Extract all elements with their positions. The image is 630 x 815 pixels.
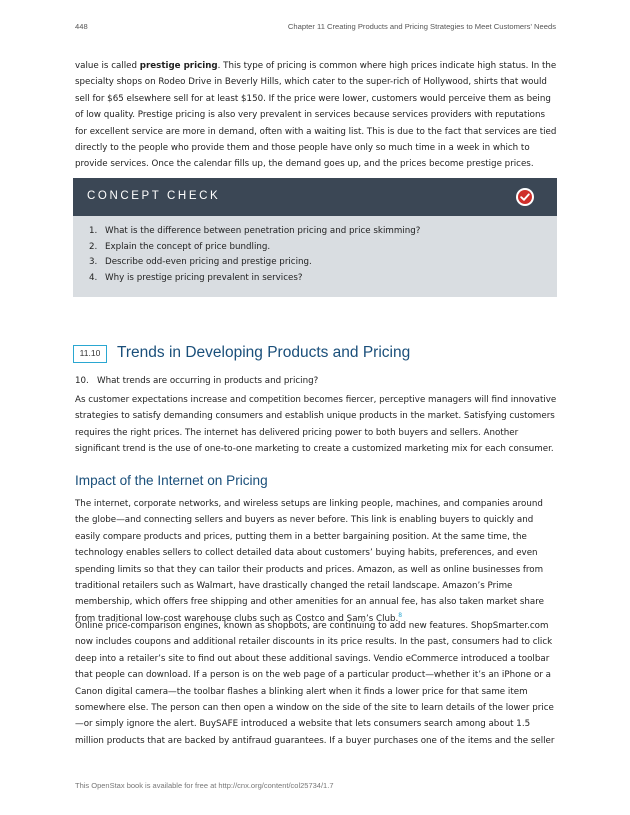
concept-check-title: CONCEPT CHECK bbox=[87, 190, 221, 202]
subsection-title: Impact of the Internet on Pricing bbox=[75, 473, 268, 488]
list-item: 1. What is the difference between penetration pricing and price skimming? bbox=[89, 226, 421, 236]
page-footer: This OpenStax book is available for free at http://cnx.org/content/col25734/1.7 bbox=[75, 781, 334, 790]
running-chapter-title: Chapter 11 Creating Products and Pricing Strategies to Meet Customers' Needs bbox=[287, 22, 556, 31]
intro-term: prestige pricing bbox=[139, 61, 218, 71]
concept-check-header bbox=[73, 178, 557, 216]
section-number-badge: 11.10 bbox=[73, 345, 107, 363]
section-title: Trends in Developing Products and Pricing bbox=[117, 344, 411, 361]
intro-paragraph bbox=[75, 58, 557, 173]
section-intro-paragraph: As customer expectations increase and competition becomes fiercer, perceptive managers will find innovative strategies to satisfy demanding consumers and establish unique products in the market. Satisfying customers requires the right prices. The internet has delivered pricing power to both buyers and sellers. Another significant trend is the use of one-to-one marketing to create a customized marketing mix for each consumer. bbox=[75, 395, 557, 455]
footnote-marker[interactable]: 8 bbox=[398, 611, 403, 619]
check-circle-icon bbox=[516, 188, 534, 206]
list-item: 2. Explain the concept of price bundling. bbox=[89, 241, 271, 252]
page-number: 448 bbox=[75, 22, 88, 31]
learning-objective-text: What trends are occurring in products and pricing? bbox=[97, 376, 319, 386]
learning-objective-number: 10. bbox=[75, 376, 89, 386]
internet-pricing-paragraph-1: The internet, corporate networks, and wireless setups are linking people, machines, and companies around the globe—and connecting sellers and buyers as never before. This link is enabling buyers to quickly and easily compare products and prices, putting them in a better bargaining position. At the same time, the technology enables sellers to collect detailed data about customers’ buying habits, preferences, and even spending limits so that they can tailor their products and prices. Amazon, as well as online businesses from traditional retailers such as Walmart, have drastically changed the retail landscape. Amazon’s Prime membership, which offers free shipping and other amenities for an annual fee, has also taken market share from traditional low-cost warehouse clubs such as Costco and Sam’s Club.$^8$ bbox=[75, 499, 544, 624]
intro-rest: . This type of pricing is common where high prices indicate high status. In the specialty shops on Rodeo Drive in Beverly Hills, which cater to the super-rich of Hollywood, shirts that would sell for $65 elsewhere sell for at least $150. If the price were lower, customers would perceive them as being of low quality. Prestige pricing is also very prevalent in services because services providers with reputations for excellent service are more in demand, often with a waiting list. This is due to the fact that services are tied directly to the people who provide them and those people have only so much time in a week in which to provide services. Once the calendar fills up, the demand goes up, and the prices become prestige prices. bbox=[75, 61, 557, 170]
list-item: 3. Describe odd-even pricing and prestige pricing. bbox=[89, 257, 312, 268]
concept-check-list bbox=[89, 224, 549, 286]
concept-check-box bbox=[73, 178, 557, 297]
learning-objective bbox=[75, 374, 318, 388]
page-header bbox=[75, 22, 556, 34]
intro-lead: value is called bbox=[75, 61, 140, 71]
list-item: 4. Why is prestige pricing prevalent in services? bbox=[89, 272, 303, 283]
internet-pricing-paragraph-2: Online price-comparison engines, known as shopbots, are continuing to add new features. ShopSmarter.com now includes coupons and additional retailer discounts in its price results. In the past, consumers had to click deep into a retailer’s site to find out about these additional savings. Vendio eCommerce introduced a toolbar that people can download. If a person is on the web page of a particular product—whether it’s an iPhone or a Canon digital camera—the toolbar flashes a blinking alert when it finds a lower price for that same item somewhere else. The person can then open a window on the side of the site to learn details of the lower price—or simply ignore the alert. BuySAFE introduced a website that lets consumers search among about 1.5 million products that are backed by antifraud guarantees. If a buyer purchases one of the items and the seller bbox=[75, 621, 555, 746]
